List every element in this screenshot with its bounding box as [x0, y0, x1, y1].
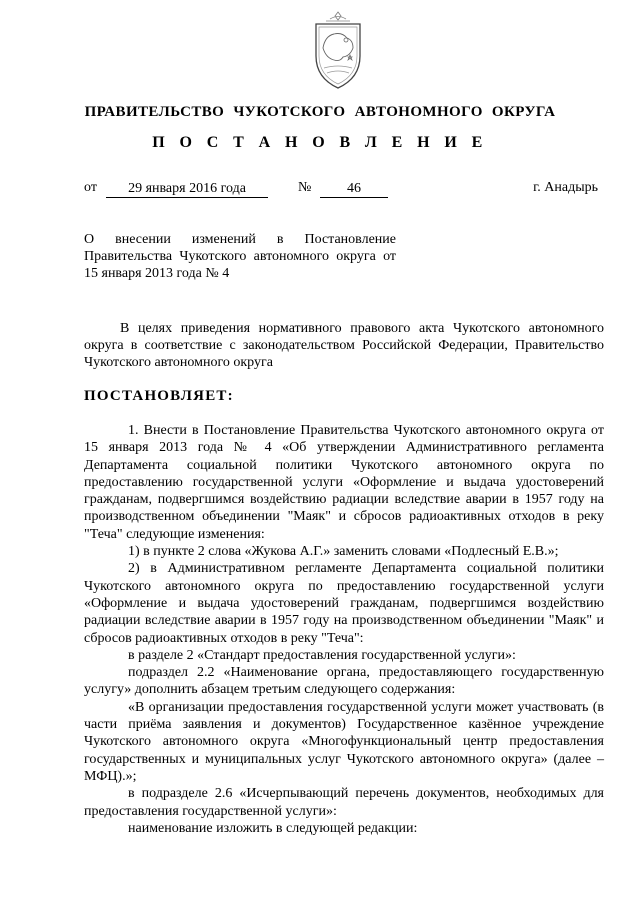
coat-of-arms-icon — [310, 10, 366, 92]
document-date: 29 января 2016 года — [106, 180, 268, 198]
body-paragraph: 2) в Административном регламенте Департамента социальной политики Чукотского автономного округа по предоставлению государственной услуги «Оформление и выдача удостоверений гражданам, подвергшимся воздействию радиации вследствие аварии в 1957 году на производственном объединении "Маяк" и сбросов радиоактивных отходов в реку "Теча": — [84, 561, 604, 646]
body-paragraph: в разделе 2 «Стандарт предоставления государственной услуги»: — [128, 647, 516, 663]
body-paragraph: «В организации предоставления государственной услуги может участвовать (в части приёма заявления и документов) Государственное казённое учреждение Чукотского автономного округа «Многофункциональный центр предоставления государственных и муниципальных услуг Чукотского автономного округа» (далее – МФЦ).»; — [84, 699, 604, 784]
resolve-heading: ПОСТАНОВЛЯЕТ: — [84, 388, 234, 404]
date-prefix-label: от — [84, 180, 97, 195]
body-paragraph: подраздел 2.2 «Наименование органа, предоставляющего государственную услугу» дополнить абзацем третьим следующего содержания: — [84, 665, 604, 698]
document-type-title: П О С Т А Н О В Л Е Н И Е — [152, 134, 488, 151]
document-body — [84, 422, 604, 837]
body-paragraph: в подразделе 2.6 «Исчерпывающий перечень документов, необходимых для предоставления государственной услуги»: — [84, 786, 604, 819]
document-subject: О внесении изменений в Постановление Правительства Чукотского автономного округа от 15 января 2013 года № 4 — [84, 232, 396, 281]
government-title: ПРАВИТЕЛЬСТВО ЧУКОТСКОГО АВТОНОМНОГО ОКРУГА — [84, 104, 556, 120]
number-sign-label: № — [298, 180, 312, 195]
body-paragraph: наименование изложить в следующей редакции: — [128, 820, 418, 836]
body-paragraph: 1. Внести в Постановление Правительства Чукотского автономного округа от 15 января 2013 года № 4 «Об утверждении Административного регламента Департамента социальной политики Чукотского автономного округа по предоставлению государственной услуги «Оформление и выдача удостоверений гражданам, подвергшимся воздействию радиации вследствие аварии в 1957 году на производственном объединении "Маяк" и сбросов радиоактивных отходов в реку "Теча" следующие изменения: — [84, 423, 604, 542]
body-paragraph: 1) в пункте 2 слова «Жукова А.Г.» заменить словами «Подлесный Е.В.»; — [128, 544, 559, 560]
document-city: г. Анадырь — [533, 180, 598, 195]
preamble-paragraph: В целях приведения нормативного правового акта Чукотского автономного округа в соответствие с законодательством Российской Федерации, Правительство Чукотского автономного округа — [84, 321, 604, 370]
document-number: 46 — [320, 180, 388, 198]
document-meta-row — [84, 180, 604, 202]
